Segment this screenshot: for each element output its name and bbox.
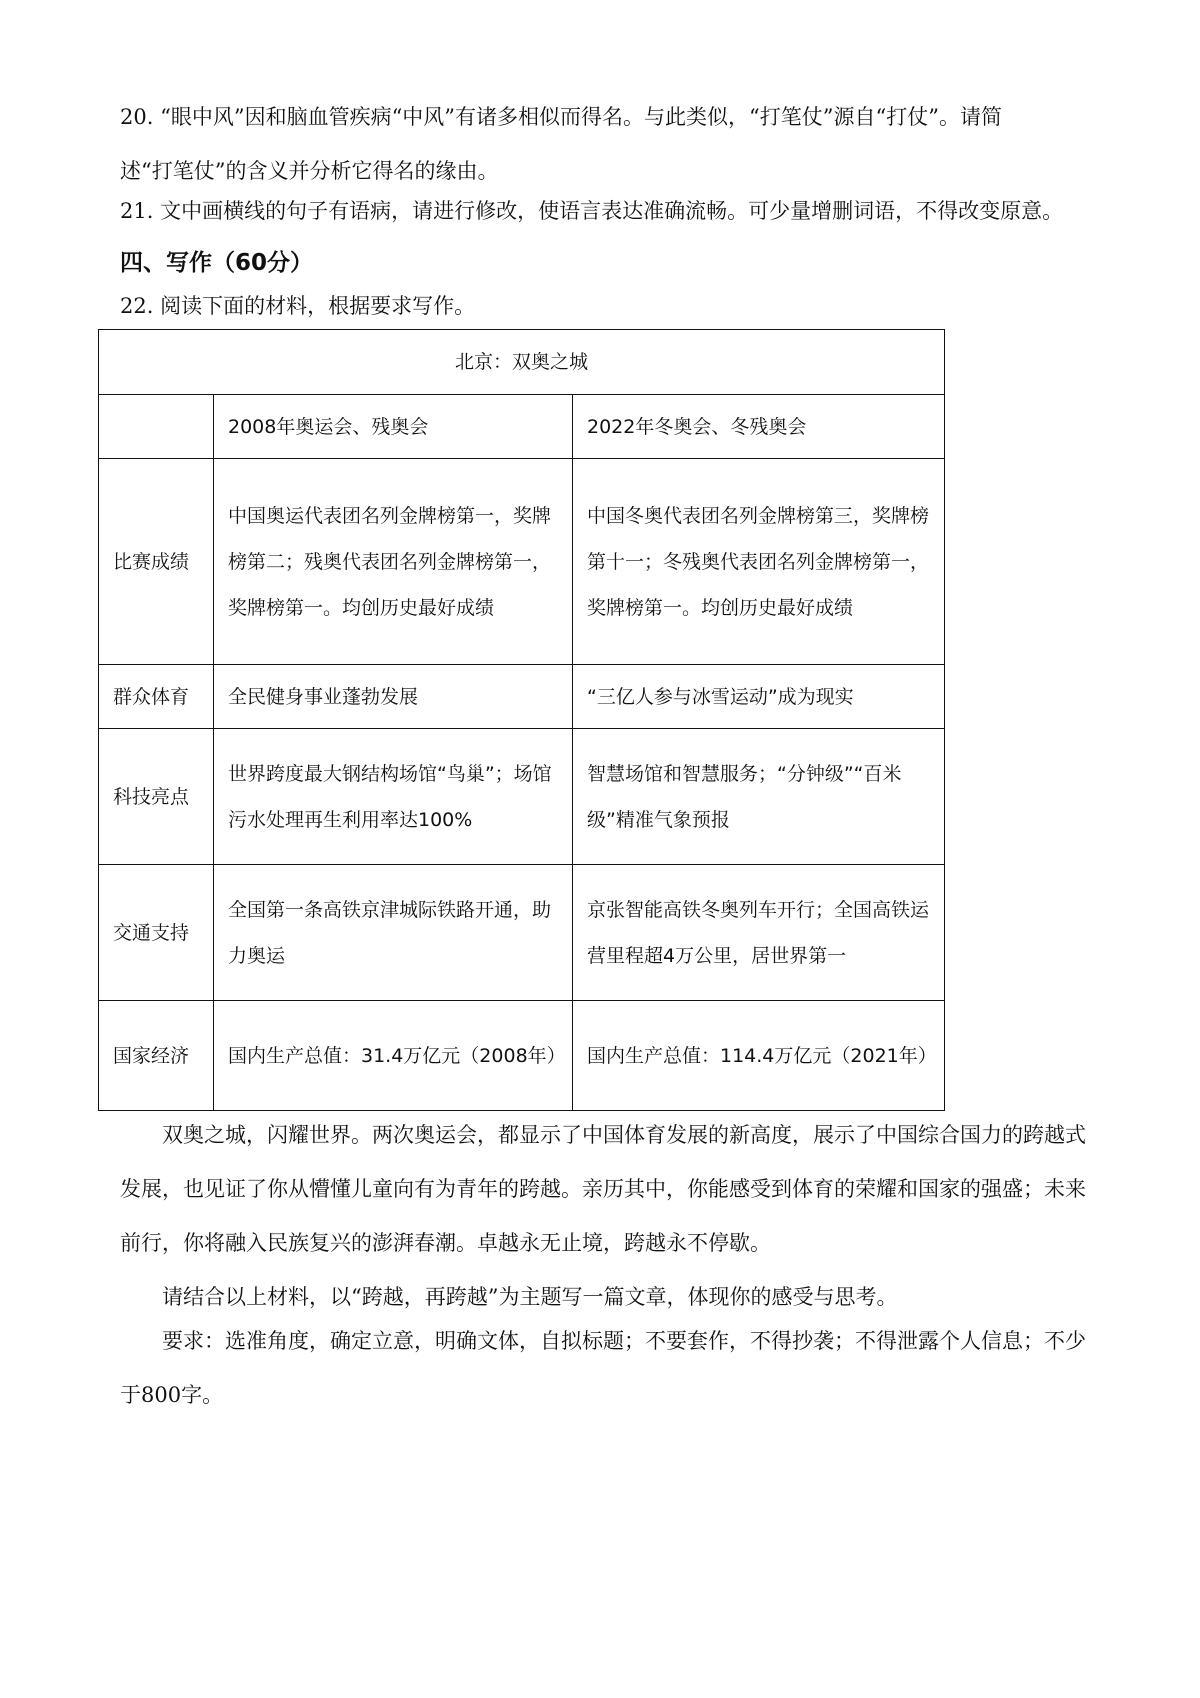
material-table [98, 329, 945, 1111]
table-row [99, 729, 945, 865]
table-header-2022: 2022年冬奥会、冬残奥会 [573, 395, 945, 459]
cell-2022: 中国冬奥代表团名列金牌榜第三，奖牌榜第十一；冬残奥代表团名列金牌榜第一，奖牌榜第一。均创历史最好成绩 [573, 459, 945, 665]
question-22 [120, 279, 1080, 333]
question-21 [120, 184, 1080, 238]
question-20-text-line1: “眼中风”因和脑血管疾病“中风”有诸多相似而得名。与此类似，“打笔仗”源自“打仗”。请简 [160, 105, 1002, 129]
row-label: 国家经济 [99, 1001, 214, 1111]
cell-2022: 智慧场馆和智慧服务；“分钟级”“百米级”精准气象预报 [573, 729, 945, 865]
cell-2008: 世界跨度最大钢结构场馆“鸟巢”；场馆污水处理再生利用率达100% [214, 729, 573, 865]
row-label: 比赛成绩 [99, 459, 214, 665]
cell-2022: 国内生产总值：114.4万亿元（2021年） [573, 1001, 945, 1111]
table-header-empty [99, 395, 214, 459]
question-20 [120, 90, 1080, 198]
row-label: 交通支持 [99, 865, 214, 1001]
table-header-row [99, 395, 945, 459]
question-20-number: 20. [120, 105, 154, 129]
cell-2022: 京张智能高铁冬奥列车开行；全国高铁运营里程超4万公里，居世界第一 [573, 865, 945, 1001]
cell-2008: 全民健身事业蓬勃发展 [214, 665, 573, 729]
table-header-2008: 2008年奥运会、残奥会 [214, 395, 573, 459]
question-22-number: 22. [120, 294, 154, 318]
row-label: 群众体育 [99, 665, 214, 729]
table-row [99, 665, 945, 729]
row-label: 科技亮点 [99, 729, 214, 865]
table-caption-row [99, 330, 945, 395]
task-paragraph: 请结合以上材料，以“跨越，再跨越”为主题写一篇文章，体现你的感受与思考。 [162, 1285, 898, 1309]
material-paragraph: 双奥之城，闪耀世界。两次奥运会，都显示了中国体育发展的新高度，展示了中国综合国力的跨越式发展，也见证了你从懵懂儿童向有为青年的跨越。亲历其中，你能感受到体育的荣耀和国家的强盛；未来前行，你将融入民族复兴的澎湃春潮。卓越永无止境，跨越永不停歇。 [120, 1123, 1086, 1255]
table-row [99, 459, 945, 665]
question-22-prompt: 阅读下面的材料，根据要求写作。 [160, 294, 476, 318]
question-20-text-line2: 述“打笔仗”的含义并分析它得名的缘由。 [120, 159, 499, 183]
table-row [99, 1001, 945, 1111]
cell-2008: 中国奥运代表团名列金牌榜第一，奖牌榜第二；残奥代表团名列金牌榜第一，奖牌榜第一。均创历史最好成绩 [214, 459, 573, 665]
table-row [99, 865, 945, 1001]
cell-2022: “三亿人参与冰雪运动”成为现实 [573, 665, 945, 729]
table-caption: 北京：双奥之城 [99, 330, 945, 395]
question-21-number: 21. [120, 199, 154, 223]
section-heading: 四、写作（60分） [120, 250, 314, 276]
question-21-text: 文中画横线的句子有语病，请进行修改，使语言表达准确流畅。可少量增删词语，不得改变原意。 [160, 199, 1064, 223]
cell-2008: 全国第一条高铁京津城际铁路开通，助力奥运 [214, 865, 573, 1001]
cell-2008: 国内生产总值：31.4万亿元（2008年） [214, 1001, 573, 1111]
requirements-paragraph: 要求：选准角度，确定立意，明确文体，自拟标题；不要套作，不得抄袭；不得泄露个人信息；不少于800字。 [120, 1329, 1086, 1407]
